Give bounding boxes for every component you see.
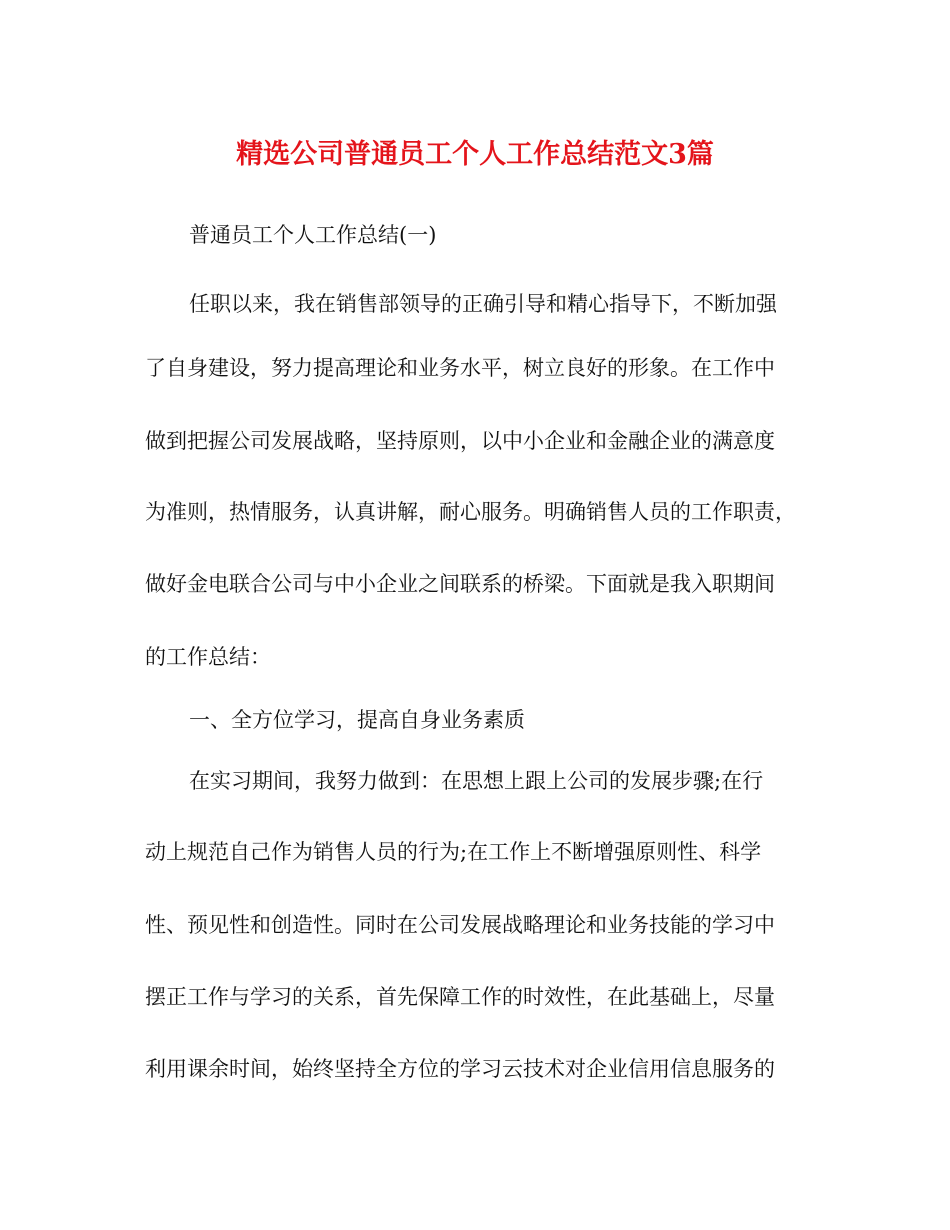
paragraph-line: 了自身建设，努力提高理论和业务水平，树立良好的形象。在工作中 — [145, 356, 775, 380]
paragraph-line: 性、预见性和创造性。同时在公司发展战略理论和业务技能的学习中 — [145, 913, 775, 937]
paragraph-line: 做好金电联合公司与中小企业之间联系的桥梁。下面就是我入职期间 — [145, 572, 775, 596]
section-heading-1: 普通员工个人工作总结(一) — [189, 223, 437, 247]
paragraph-line: 做到把握公司发展战略，坚持原则，以中小企业和金融企业的满意度 — [145, 429, 775, 453]
document-title: 精选公司普通员工个人工作总结范文3篇 — [236, 139, 714, 170]
paragraph-line: 任职以来，我在销售部领导的正确引导和精心指导下，不断加强 — [189, 292, 777, 316]
paragraph-line: 在实习期间，我努力做到：在思想上跟上公司的发展步骤;在行 — [189, 769, 764, 793]
paragraph-line: 的工作总结： — [145, 645, 271, 669]
paragraph-line: 动上规范自己作为销售人员的行为;在工作上不断增强原则性、科学 — [145, 840, 762, 864]
paragraph-line: 利用课余时间，始终坚持全方位的学习云技术对企业信用信息服务的 — [145, 1057, 775, 1081]
paragraph-line: 为准则，热情服务，认真讲解，耐心服务。明确销售人员的工作职责， — [145, 500, 796, 524]
section-heading-2: 一、全方位学习，提高自身业务素质 — [189, 708, 525, 732]
paragraph-line: 摆正工作与学习的关系，首先保障工作的时效性，在此基础上，尽量 — [145, 985, 775, 1009]
